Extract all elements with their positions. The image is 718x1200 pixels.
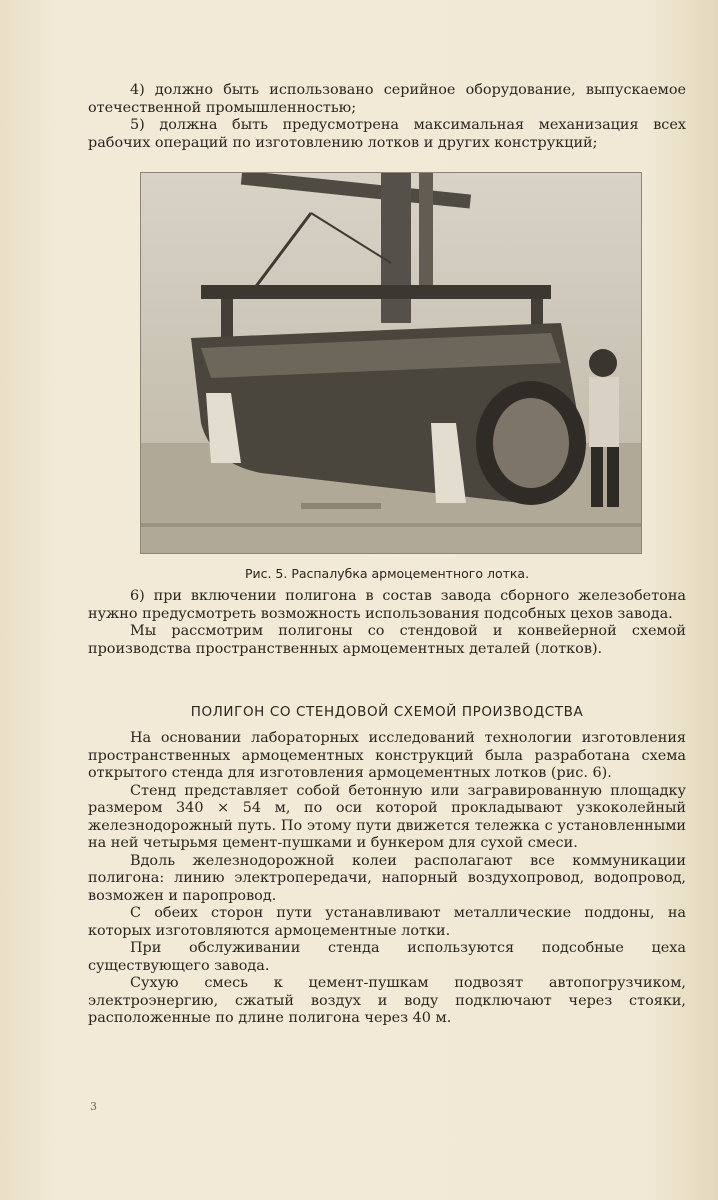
section-paragraph: С обеих сторон пути устанавливают металлические поддоны, на которых изготовляются армоцементные лотки. (88, 905, 686, 939)
mid-text-block (88, 588, 686, 658)
section-paragraph: Стенд представляет собой бетонную или загравированную площадку размером 340 × 54 м, по оси которой прокладывают узкоколейный железнодорожный путь. По этому пути движется тележка с установленными на ней четырьмя цемент-пушками и бункером для сухой смеси. (88, 782, 686, 851)
figure-caption: Рис. 5. Распалубка армоцементного лотка. (244, 566, 530, 581)
paragraph-item-6: 6) при включении полигона в состав завода сборного железобетона нужно предусмотреть возможность использования подсобных цехов завода. (88, 588, 686, 622)
figure-photo (140, 172, 642, 554)
page-number: 3 (90, 1100, 97, 1113)
section-paragraph: На основании лабораторных исследований технологии изготовления пространственных армоцементных конструкций была разработана схема открытого стенда для изготовления армоцементных лотков (рис. 6). (88, 730, 686, 781)
section-paragraph: При обслуживании стенда используются подсобные цеха существующего завода. (88, 940, 686, 974)
section-heading: ПОЛИГОН СО СТЕНДОВОЙ СХЕМОЙ ПРОИЗВОДСТВА (190, 704, 584, 720)
paragraph-item-4: 4) должно быть использовано серийное оборудование, выпускаемое отечественной промышленностью; (88, 82, 686, 116)
paragraph-intro: Мы рассмотрим полигоны со стендовой и конвейерной схемой производства пространственных армоцементных деталей (лотков). (88, 623, 686, 657)
paragraph-item-5: 5) должна быть предусмотрена максимальная механизация всех рабочих операций по изготовлению лотков и других конструкций; (88, 117, 686, 151)
top-text-block (88, 82, 686, 152)
section-paragraph: Вдоль железнодорожной колеи располагают все коммуникации полигона: линию электропередачи, напорный воздухопровод, водопровод, возможен и паропровод. (88, 852, 686, 904)
section-paragraph: Сухую смесь к цемент-пушкам подвозят автопогрузчиком, электроэнергию, сжатый воздух и воду подключают через стояки, расположенные по длине полигона через 40 м. (88, 975, 686, 1026)
photo-illustration (141, 173, 641, 553)
section-text-block (88, 730, 686, 1028)
